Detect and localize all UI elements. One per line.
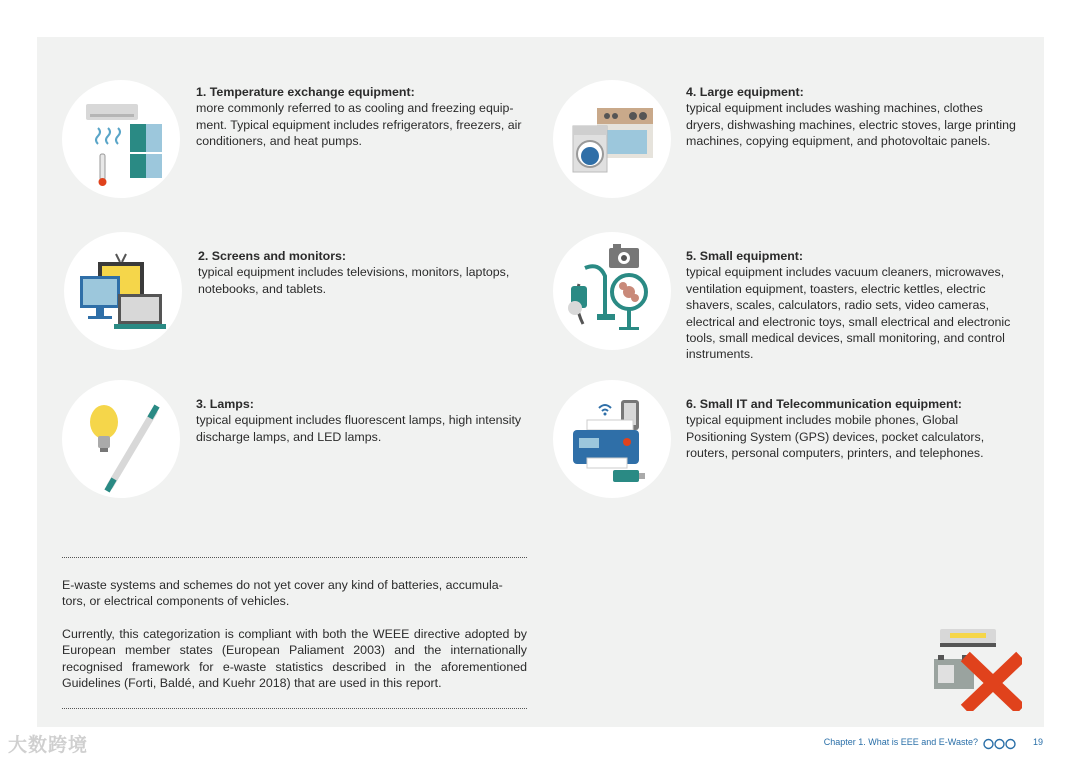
category-screens-monitors (198, 248, 533, 297)
large-equipment-icon (553, 80, 671, 198)
category-title: 4. Large equipment: (686, 85, 804, 99)
lamps-icon (62, 380, 180, 498)
category-title: 1. Temperature exchange equipment: (196, 85, 415, 99)
category-small-equipment (686, 248, 1021, 363)
cooling-equipment-icon (62, 80, 180, 198)
divider-top (62, 557, 527, 558)
small-equipment-icon (553, 232, 671, 350)
footer-chapter-title: Chapter 1. What is EEE and E-Waste? (823, 737, 978, 747)
category-description: typical equipment includes vacuum cleaners, microwaves, ventilation equipment, toasters, electric kettles, electric shavers, scales, calculators, radio sets, video cameras, electrical and electronic toys, small electrical and electronic tools, small medical devices, small monitoring, and control instruments. (686, 265, 1011, 362)
category-description: typical equipment includes televisions, monitors, laptops, notebooks, and tablets. (198, 265, 510, 296)
category-title: 6. Small IT and Telecommunication equipment: (686, 397, 962, 411)
category-lamps (196, 396, 531, 445)
screens-monitors-icon (64, 232, 182, 350)
page-number: 19 (1033, 737, 1044, 747)
category-small-it-telecom (686, 396, 1021, 462)
note-categorization: Currently, this categorization is compliant with both the WEEE directive adopted by European member states (European Paliament 2003) and the internationally recognised framework for e-waste statistics described in the aforementioned Guidelines (Forti, Baldé, and Kuehr 2018) that are used in this report. (62, 627, 527, 691)
category-description: more commonly referred to as cooling and freezing equip- ment. Typical equipment includes refrigerators, freezers, air conditioners, and heat pumps. (196, 101, 522, 149)
category-title: 3. Lamps: (196, 397, 254, 411)
category-title: 5. Small equipment: (686, 249, 804, 263)
divider-bottom (62, 708, 527, 709)
category-description: typical equipment includes fluorescent lamps, high intensity discharge lamps, and LED lamps. (196, 413, 522, 444)
it-telecom-icon (553, 380, 671, 498)
category-title: 2. Screens and monitors: (198, 249, 347, 263)
category-temperature-exchange (196, 84, 531, 150)
category-large-equipment (686, 84, 1021, 150)
watermark-logo: 大数跨境 (8, 735, 89, 756)
excluded-items-icon (930, 625, 1022, 711)
note-batteries: E-waste systems and schemes do not yet cover any kind of batteries, accumula- tors, or electrical components of vehicles. (62, 578, 503, 609)
footer-logo-icon (983, 737, 1017, 755)
category-description: typical equipment includes washing machines, clothes dryers, dishwashing machines, electric stoves, large printing machines, copying equipment, and photovoltaic panels. (686, 101, 1016, 149)
category-description: typical equipment includes mobile phones, Global Positioning System (GPS) devices, pocket calculators, routers, personal computers, printers, and telephones. (686, 413, 985, 461)
